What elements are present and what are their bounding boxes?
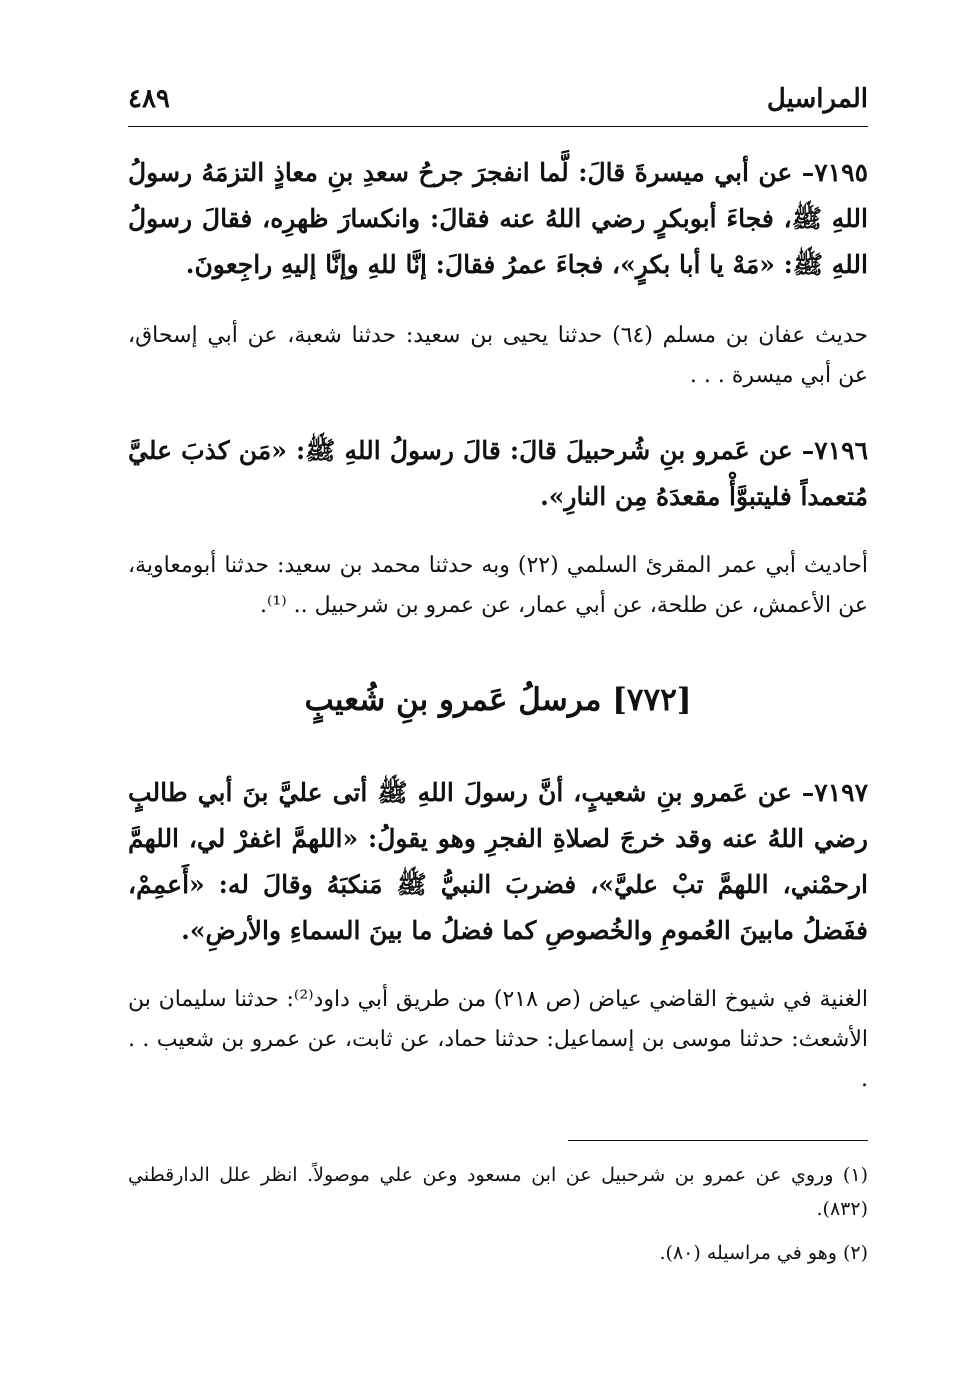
section-title: [٧٧٢] مرسلُ عَمرو بنِ شُعيبٍ <box>304 682 692 718</box>
page-number: ٤٨٩ <box>128 84 170 114</box>
hadith-7196: ٧١٩٦– عن عَمرو بنِ شُرحبيلَ قالَ: قالَ رسولُ اللهِ ﷺ: «مَن كذبَ عليَّ مُتعمداً فليتبوَّأْ مقعدَهُ مِن النارِ». <box>128 436 868 511</box>
running-header <box>128 84 868 124</box>
footnote-rule <box>568 1140 868 1141</box>
running-header-title: المراسيل <box>766 84 868 114</box>
footnote-1: (١) وروي عن عمرو بن شرحبيل عن ابن مسعود وعن علي موصولاً. انظر علل الدارقطني (٨٣٢). <box>128 1164 868 1220</box>
header-rule <box>128 126 868 127</box>
hadith-7197-source: الغنية في شيوخ القاضي عياض (ص ٢١٨) من طريق أبي داود⁽²⁾: حدثنا سليمان بن الأشعث: حدثنا موسى بن إسماعيل: حدثنا حماد، عن ثابت، عن عمرو بن شعيب . . . <box>128 987 869 1092</box>
hadith-7195: ٧١٩٥– عن أبي ميسرةَ قالَ: لَّما انفجرَ جرحُ سعدِ بنِ معاذٍ التزمَهُ رسولُ اللهِ ﷺ، فجاءَ أبوبكرٍ رضي اللهُ عنه فقالَ: وانكسارَ ظهرِه، فقالَ رسولُ اللهِ ﷺ: «مَهْ يا أبا بكرٍ»، فجاءَ عمرُ فقالَ: إنَّا للهِ وإنَّا إليهِ راجِعونَ. <box>128 158 868 279</box>
hadith-7197: ٧١٩٧– عن عَمرو بنِ شعيبٍ، أنَّ رسولَ اللهِ ﷺ أتى عليَّ بنَ أبي طالبٍ رضي اللهُ عنه وقد خرجَ لصلاةِ الفجرِ وهو يقولُ: «اللهمَّ اغفرْ لي، اللهمَّ ارحمْني، اللهمَّ تبْ عليَّ»، فضربَ النبيُّ ﷺ مَنكبَهُ وقالَ له: «أَعمِمْ، ففَضلُ مابينَ العُمومِ والخُصوصِ كما فضلُ ما بينَ السماءِ والأرضِ». <box>128 778 868 945</box>
hadith-7195-source: حديث عفان بن مسلم (٦٤) حدثنا يحيى بن سعيد: حدثنا شعبة، عن أبي إسحاق، عن أبي ميسرة . . . <box>128 323 868 388</box>
hadith-7196-source: أحاديث أبي عمر المقرئ السلمي (٢٢) وبه حدثنا محمد بن سعيد: حدثنا أبومعاوية، عن الأعمش، عن طلحة، عن أبي عمار، عن عمرو بن شرحبيل .. ⁽¹⁾. <box>128 553 868 618</box>
footnote-2: (٢) وهو في مراسيله (٨٠). <box>659 1242 868 1264</box>
